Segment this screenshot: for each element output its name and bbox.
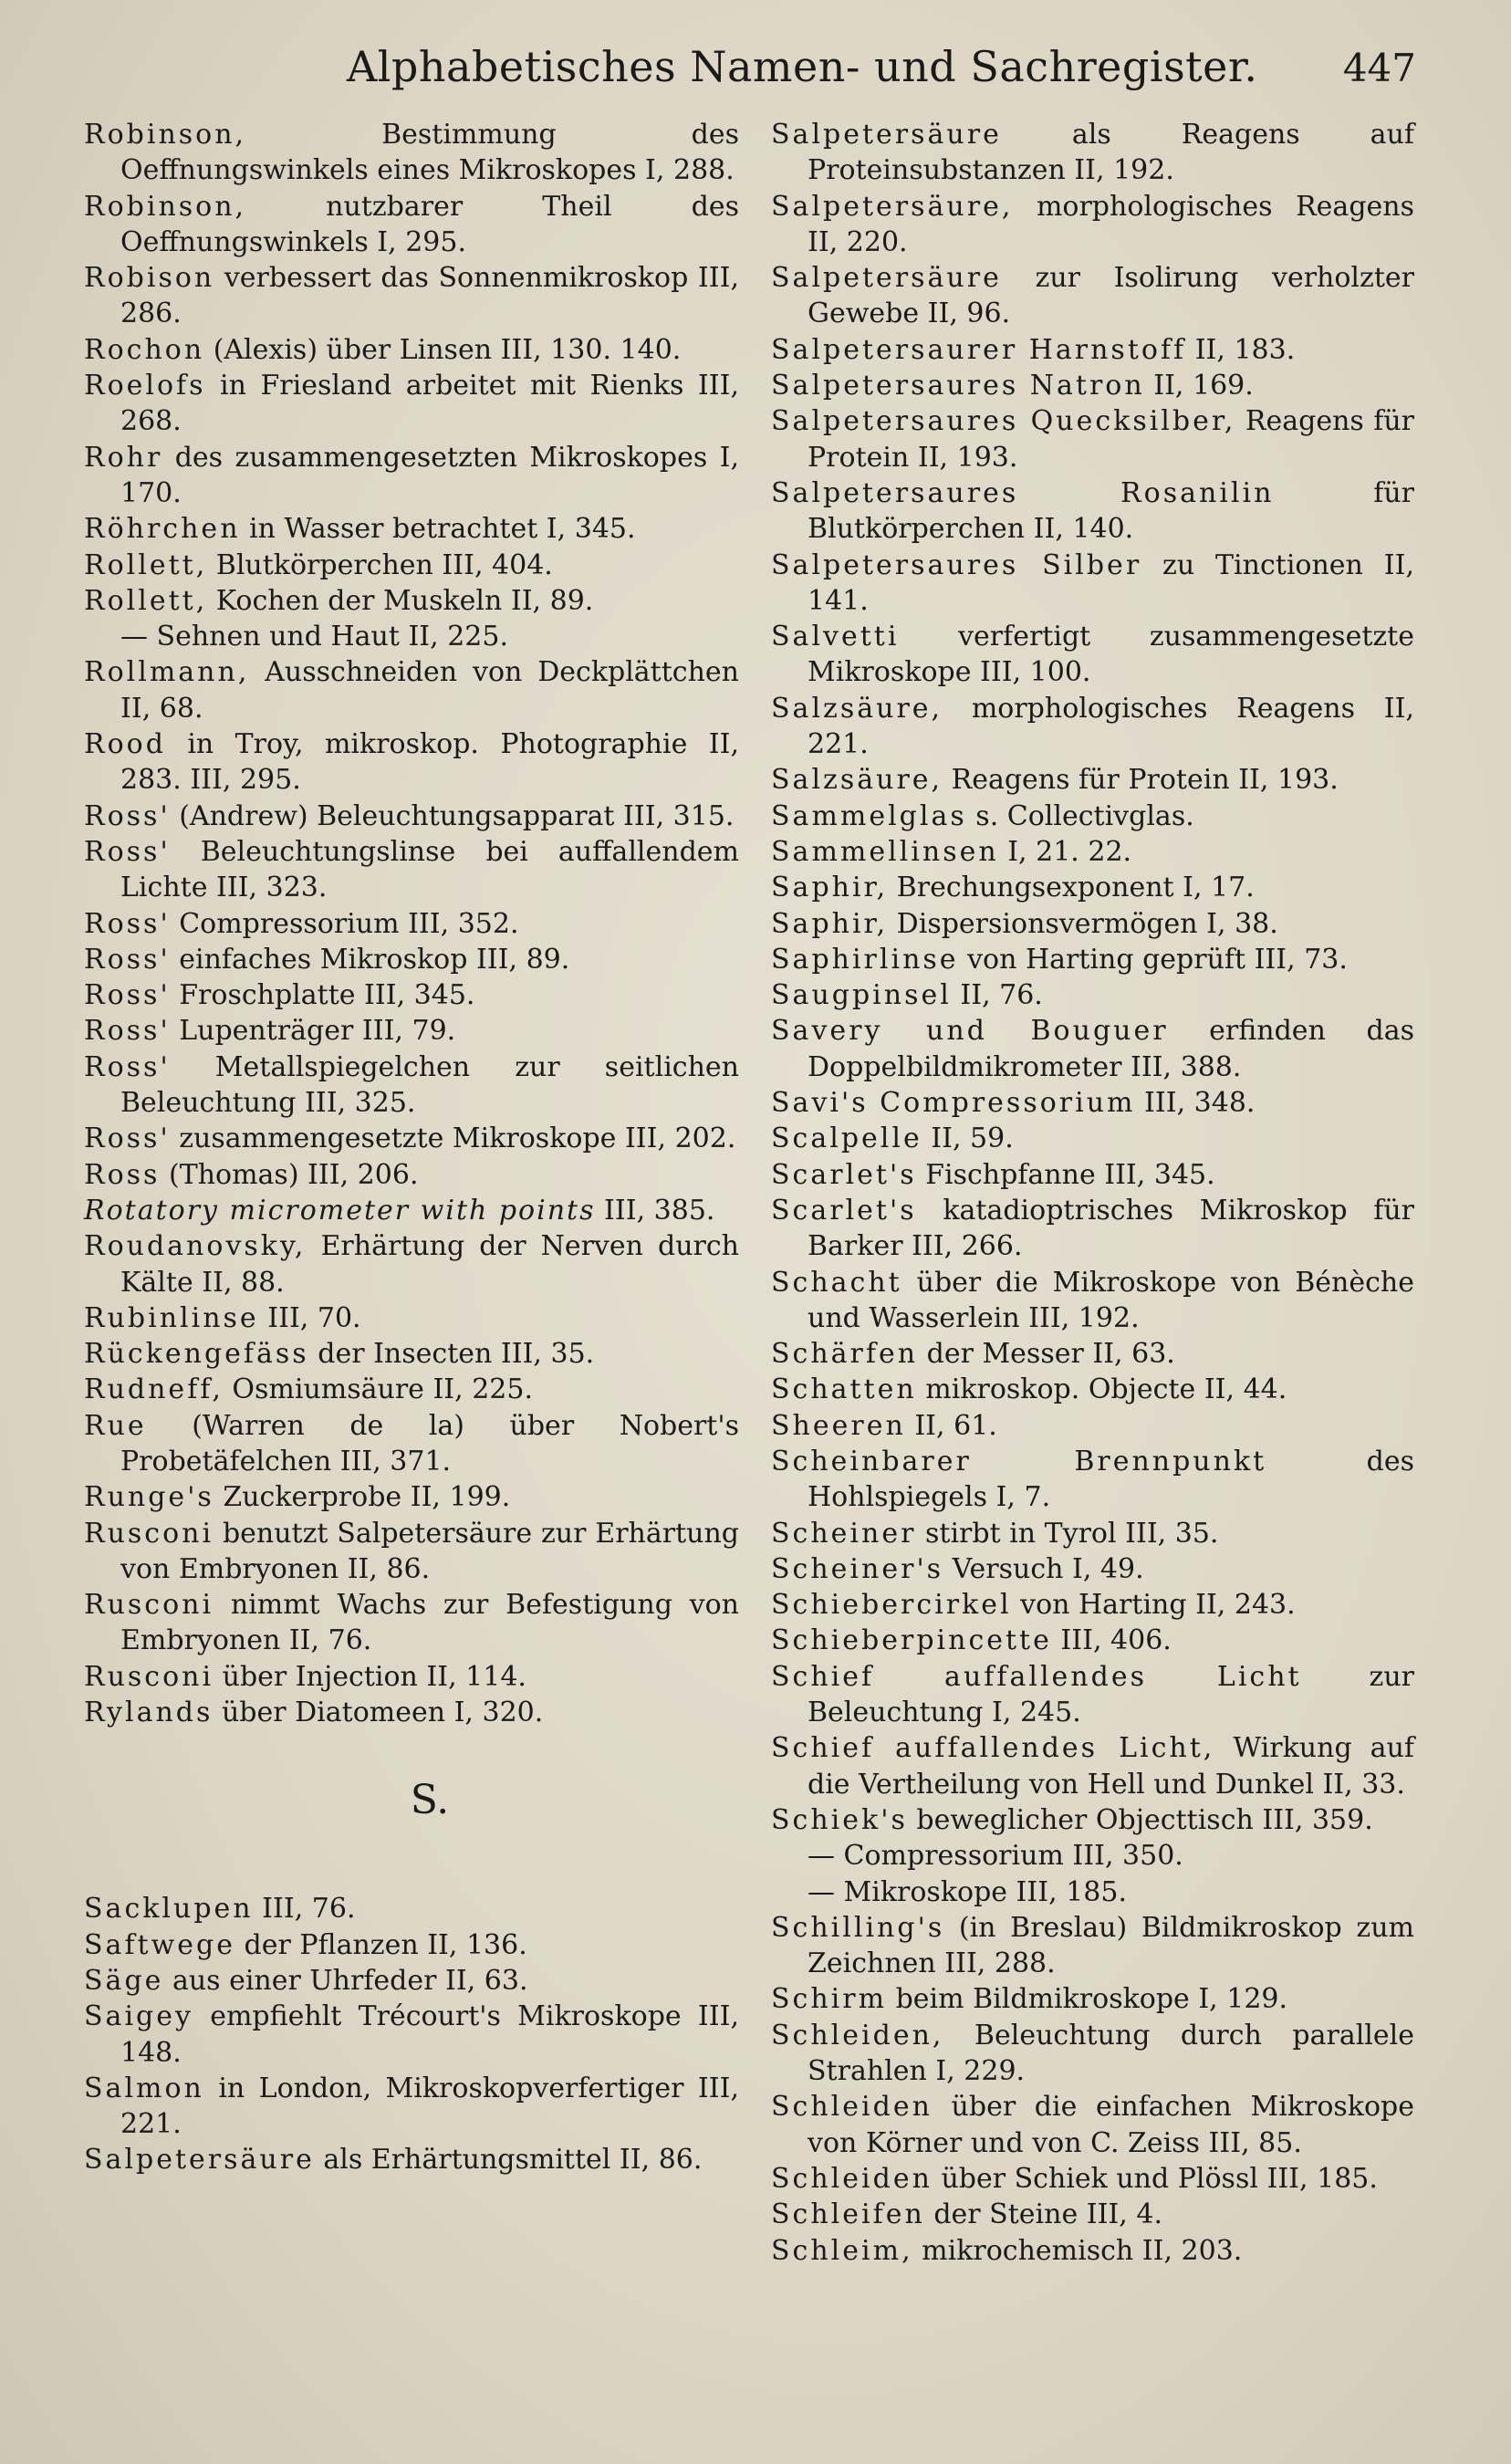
index-reference: (Alexis) über Linsen III, 130. 140. <box>204 333 682 366</box>
index-keyword: Saugpinsel <box>771 979 952 1012</box>
index-reference: des Hohlspiegels I, 7. <box>808 1445 1414 1514</box>
index-entry <box>84 1228 739 1300</box>
index-keyword: Rochon <box>84 333 205 366</box>
running-header <box>347 37 1423 110</box>
index-keyword: Schirm <box>771 1983 888 2016</box>
index-entry <box>84 1049 739 1122</box>
index-keyword: Ross' <box>84 1050 171 1083</box>
index-keyword: Ross' <box>84 799 171 832</box>
index-keyword: Salvetti <box>771 621 900 653</box>
index-reference: in Friesland arbeitet mit Rienks III, 268. <box>120 370 739 438</box>
index-entry <box>771 1085 1414 1121</box>
index-reference: in Wasser betrachtet I, 345. <box>240 513 636 546</box>
index-reference: — Sehnen und Haut II, 225. <box>120 621 509 653</box>
index-reference: — Compressorium III, 350. <box>808 1840 1183 1873</box>
index-reference: — Mikroskope III, 185. <box>808 1875 1127 1908</box>
index-keyword: Ross <box>84 1158 161 1191</box>
index-keyword: Ross' <box>84 835 171 868</box>
index-entry <box>771 189 1414 261</box>
index-entry <box>771 619 1414 691</box>
index-reference: als Erhärtungsmittel II, 86. <box>314 2144 703 2177</box>
index-keyword: Rollett, <box>84 584 208 617</box>
index-entry <box>84 1963 739 1999</box>
index-entry <box>771 475 1414 548</box>
index-entry <box>84 977 739 1013</box>
index-keyword: Scarlet's <box>771 1194 917 1227</box>
index-keyword: Ross' <box>84 943 171 976</box>
index-entry <box>771 870 1414 905</box>
index-keyword: Rückengefäss <box>84 1338 309 1371</box>
index-entry <box>84 2142 739 2177</box>
index-reference: der Pflanzen II, 136. <box>235 1928 527 1961</box>
index-entry <box>84 1013 739 1049</box>
index-entry <box>771 1659 1414 1731</box>
page-title: Alphabetisches Namen- und Sachregister. <box>347 42 1258 91</box>
index-keyword: Säge <box>84 1964 164 1997</box>
index-reference: empfiehlt Trécourt's Mikroskope III, 148. <box>120 2000 739 2069</box>
index-keyword: Rusconi <box>84 1517 214 1550</box>
index-entry <box>84 1157 739 1193</box>
index-keyword: Schleiden, <box>771 2019 944 2052</box>
index-keyword: Scalpelle <box>771 1122 922 1155</box>
index-reference: für Blutkörperchen II, 140. <box>808 476 1414 546</box>
index-entry <box>84 548 739 583</box>
index-keyword: Salpetersäure <box>771 119 1002 151</box>
index-reference: verbessert das Sonnenmikroskop III, 286. <box>120 262 739 330</box>
index-entry <box>771 834 1414 870</box>
index-entry <box>771 1516 1414 1551</box>
index-reference: (Andrew) Beleuchtungsapparat III, 315. <box>170 799 735 832</box>
index-reference: der Insecten III, 35. <box>308 1338 595 1371</box>
index-keyword: Röhrchen <box>84 513 241 546</box>
index-entry <box>771 799 1414 834</box>
index-entry <box>84 1927 739 1963</box>
index-reference: über Diatomeen I, 320. <box>213 1697 544 1729</box>
index-list-s <box>84 1891 739 2177</box>
index-keyword: Schiebercirkel <box>771 1589 1012 1622</box>
index-keyword: Schatten <box>771 1373 917 1406</box>
index-keyword: Salpetersaures Quecksilber, <box>771 405 1236 438</box>
section-letter: S. <box>410 1777 450 1824</box>
index-reference: III, 76. <box>253 1893 356 1926</box>
index-reference: zu Tinctionen II, 141. <box>808 548 1414 617</box>
index-reference: Bestimmung des Oeffnungswinkels eines Mikroskopes I, 288. <box>120 119 739 187</box>
index-reference: morphologisches Reagens II, 220. <box>808 190 1414 258</box>
index-reference: der Messer II, 63. <box>918 1338 1175 1371</box>
index-reference: zur Isolirung verholzter Gewebe II, 96. <box>808 262 1414 330</box>
index-entry <box>771 1910 1414 1982</box>
index-reference: s. Collectivglas. <box>966 799 1194 832</box>
index-keyword: Salpetersaures Natron <box>771 370 1145 402</box>
index-keyword: Schleim, <box>771 2234 913 2267</box>
index-reference: III, 70. <box>258 1301 361 1334</box>
index-entry <box>771 2197 1414 2232</box>
index-keyword: Sammellinsen <box>771 835 999 868</box>
index-reference: morphologisches Reagens II, 221. <box>808 692 1414 761</box>
page-number: 447 <box>1342 46 1416 90</box>
index-entry <box>771 332 1414 368</box>
index-keyword: Saphir, <box>771 872 889 904</box>
index-reference: Froschplatte III, 345. <box>170 979 475 1012</box>
index-keyword: Schleiden <box>771 2162 933 2195</box>
index-entry <box>771 2089 1414 2161</box>
index-keyword: Schief auffallendes Licht, <box>771 1732 1215 1765</box>
index-keyword: Sacklupen <box>84 1893 254 1926</box>
index-list-r <box>84 117 739 1730</box>
index-entry <box>771 260 1414 332</box>
index-reference: über Schiek und Plössl III, 185. <box>932 2162 1378 2195</box>
index-keyword: Savi's Compressorium <box>771 1087 1136 1120</box>
index-entry <box>84 1193 739 1228</box>
index-reference: über Injection II, 114. <box>214 1660 526 1693</box>
index-entry <box>771 1623 1414 1658</box>
index-reference: Brechungsexponent I, 17. <box>888 872 1255 904</box>
index-entry <box>84 583 739 619</box>
index-keyword: Rudneff, <box>84 1373 224 1406</box>
index-keyword: Scarlet's <box>771 1158 917 1191</box>
index-entry <box>771 548 1414 620</box>
index-entry <box>84 1121 739 1156</box>
index-entry <box>771 1802 1414 1838</box>
index-keyword: Saigey <box>84 2000 193 2033</box>
index-entry <box>84 189 739 261</box>
index-reference: aus einer Uhrfeder II, 63. <box>163 1964 528 1997</box>
index-reference: benutzt Salpetersäure zur Erhärtung von Embryonen II, 86. <box>120 1517 739 1585</box>
index-reference: Dispersionsvermögen I, 38. <box>888 907 1278 940</box>
index-keyword: Sammelglas <box>771 799 967 832</box>
index-entry <box>84 117 739 189</box>
index-keyword: Saphir, <box>771 907 889 940</box>
index-entry <box>771 1372 1414 1407</box>
index-reference: Kochen der Muskeln II, 89. <box>207 584 594 617</box>
index-keyword: Salzsäure, <box>771 764 943 797</box>
index-reference: Lupenträger III, 79. <box>170 1015 456 1048</box>
index-reference: Beleuchtung durch parallele Strahlen I, 229. <box>808 2019 1414 2088</box>
index-keyword: Scheinbarer Brennpunkt <box>771 1445 1267 1477</box>
index-entry <box>771 2018 1414 2090</box>
index-entry <box>84 1587 739 1659</box>
index-keyword: Robison <box>84 262 215 295</box>
index-reference: III, 406. <box>1051 1624 1172 1657</box>
index-entry <box>84 799 739 834</box>
index-reference: III, 385. <box>595 1194 715 1227</box>
index-reference: erfinden das Doppelbildmikrometer III, 388. <box>808 1015 1414 1083</box>
index-reference: als Reagens auf Proteinsubstanzen II, 192. <box>808 119 1414 187</box>
index-reference: Versuch I, 49. <box>943 1552 1144 1585</box>
index-reference: II, 76. <box>951 979 1043 1012</box>
index-keyword: Salzsäure, <box>771 692 943 725</box>
index-entry <box>84 368 739 440</box>
index-entry <box>771 977 1414 1013</box>
index-entry <box>771 1013 1414 1085</box>
index-reference: Zuckerprobe II, 199. <box>214 1481 511 1514</box>
index-keyword: Runge's <box>84 1481 214 1514</box>
index-keyword: Roudanovsky, <box>84 1230 307 1263</box>
index-entry <box>771 1408 1414 1444</box>
index-entry <box>771 906 1414 942</box>
index-entry <box>84 1300 739 1336</box>
index-reference: Osmiumsäure II, 225. <box>223 1373 534 1406</box>
index-entry <box>84 511 739 547</box>
index-reference: einfaches Mikroskop III, 89. <box>170 943 570 976</box>
index-keyword: Salmon <box>84 2072 204 2104</box>
index-keyword: Salpetersaurer Harnstoff <box>771 333 1187 366</box>
index-entry <box>771 1981 1414 2017</box>
index-entry <box>771 942 1414 977</box>
index-keyword: Salpetersaures Rosanilin <box>771 476 1275 509</box>
index-keyword: Schiek's <box>771 1803 908 1836</box>
index-reference: in Troy, mikroskop. Photographie II, 283. III, 295. <box>120 728 739 797</box>
index-reference: mikrochemisch II, 203. <box>912 2234 1243 2267</box>
index-keyword: Rohr <box>84 441 163 474</box>
index-reference: stirbt in Tyrol III, 35. <box>916 1517 1219 1550</box>
index-reference: Fischpfanne III, 345. <box>916 1158 1215 1191</box>
index-keyword: Savery und Bouguer <box>771 1015 1169 1048</box>
index-entry <box>771 368 1414 403</box>
index-entry <box>771 1587 1414 1623</box>
index-entry <box>84 1516 739 1588</box>
index-reference: Blutkörperchen III, 404. <box>207 548 553 581</box>
index-reference: (in Breslau) Bildmikroskop zum Zeichnen III, 288. <box>808 1911 1414 1980</box>
index-entry <box>84 654 739 726</box>
index-keyword: Saftwege <box>84 1928 235 1961</box>
index-entry <box>771 1838 1414 1874</box>
index-keyword: Schärfen <box>771 1338 919 1371</box>
index-keyword: Scheiner <box>771 1517 917 1550</box>
index-entry <box>771 1157 1414 1193</box>
left-column <box>84 117 739 2178</box>
index-keyword: Roelofs <box>84 370 206 402</box>
index-entry <box>84 260 739 332</box>
index-reference: (Thomas) III, 206. <box>160 1158 419 1191</box>
index-reference: der Steine III, 4. <box>924 2198 1162 2231</box>
index-keyword: Rusconi <box>84 1589 214 1622</box>
index-entry <box>84 1891 739 1926</box>
index-keyword: Sheeren <box>771 1409 906 1442</box>
index-entry <box>84 1336 739 1372</box>
index-entry <box>84 942 739 977</box>
index-entry <box>84 1659 739 1695</box>
index-reference: nutzbarer Theil des Oeffnungswinkels I, 295. <box>120 190 739 258</box>
index-keyword: Salpetersäure, <box>771 190 1014 223</box>
index-entry <box>771 1265 1414 1337</box>
index-keyword: Rusconi <box>84 1660 214 1693</box>
index-reference: I, 21. 22. <box>998 835 1132 868</box>
index-reference: Compressorium III, 352. <box>170 907 519 940</box>
index-reference: über die einfachen Mikroskope von Körner und von C. Zeiss III, 85. <box>808 2091 1414 2159</box>
index-keyword: Salpetersäure <box>771 262 1002 295</box>
index-reference: verfertigt zusammengesetzte Mikroskope III, 100. <box>808 621 1414 689</box>
index-entry <box>771 1874 1414 1910</box>
index-entry <box>771 117 1414 189</box>
index-reference: katadioptrisches Mikroskop für Barker III, 266. <box>808 1194 1414 1263</box>
index-entry <box>84 906 739 942</box>
index-reference: in London, Mikroskopverfertiger III, 221. <box>120 2072 739 2141</box>
index-entry <box>84 2071 739 2143</box>
index-entry <box>771 1551 1414 1587</box>
index-reference: von Harting II, 243. <box>1011 1589 1296 1622</box>
index-reference: des zusammengesetzten Mikroskopes I, 170. <box>120 441 739 509</box>
index-entry <box>84 1372 739 1407</box>
index-reference: beim Bildmikroskope I, 129. <box>887 1983 1288 2016</box>
index-entry <box>771 762 1414 798</box>
index-entry <box>771 2233 1414 2269</box>
index-keyword: Schilling's <box>771 1911 945 1944</box>
index-reference: Wirkung auf die Vertheilung von Hell und Dunkel II, 33. <box>808 1732 1414 1801</box>
index-reference: nimmt Wachs zur Befestigung von Embryonen II, 76. <box>120 1589 739 1657</box>
index-keyword: Scheiner's <box>771 1552 944 1585</box>
index-reference: über die Mikroskope von Bénèche und Wasserlein III, 192. <box>808 1266 1414 1334</box>
index-keyword: Robinson, <box>84 119 247 151</box>
index-keyword: Salpetersaures Silber <box>771 548 1142 581</box>
index-reference: Beleuchtungslinse bei auffallendem Lichte III, 323. <box>120 835 739 904</box>
index-reference: mikroskop. Objecte II, 44. <box>916 1373 1287 1406</box>
index-keyword: Rollett, <box>84 548 208 581</box>
index-reference: Reagens für Protein II, 193. <box>943 764 1339 797</box>
index-reference: Reagens für Protein II, 193. <box>808 405 1414 474</box>
index-reference: III, 348. <box>1135 1087 1256 1120</box>
index-reference: zur Beleuchtung I, 245. <box>808 1660 1414 1729</box>
index-reference: II, 183. <box>1186 333 1296 366</box>
right-column <box>771 117 1414 2269</box>
index-entry <box>84 440 739 512</box>
index-entry <box>771 1444 1414 1516</box>
index-entry <box>84 834 739 906</box>
index-entry <box>771 1336 1414 1372</box>
index-reference: Erhärtung der Nerven durch Kälte II, 88. <box>120 1230 739 1299</box>
index-reference: II, 59. <box>922 1122 1014 1155</box>
index-keyword: Rubinlinse <box>84 1301 259 1334</box>
index-keyword: Salpetersäure <box>84 2144 315 2177</box>
index-keyword: Schacht <box>771 1266 902 1299</box>
index-reference: Ausschneiden von Deckplättchen II, 68. <box>120 656 739 725</box>
index-entry <box>84 726 739 799</box>
index-keyword: Saphirlinse <box>771 943 959 976</box>
index-entry <box>84 1408 739 1480</box>
index-keyword: Rylands <box>84 1697 214 1729</box>
index-reference: beweglicher Objecttisch III, 359. <box>907 1803 1373 1836</box>
index-keyword: Rue <box>84 1409 147 1442</box>
index-keyword: Schieberpincette <box>771 1624 1052 1657</box>
index-keyword: Ross' <box>84 1015 171 1048</box>
index-reference: II, 61. <box>905 1409 997 1442</box>
index-reference: zusammengesetzte Mikroskope III, 202. <box>170 1122 736 1155</box>
index-reference: von Harting geprüft III, 73. <box>958 943 1348 976</box>
index-keyword: Robinson, <box>84 190 247 223</box>
index-keyword: Rotatory micrometer with points <box>84 1194 596 1227</box>
index-entry <box>771 2161 1414 2197</box>
index-entry <box>771 403 1414 475</box>
index-keyword: Schief auffallendes Licht <box>771 1660 1302 1693</box>
index-entry <box>771 691 1414 763</box>
index-keyword: Schleifen <box>771 2198 925 2231</box>
index-entry <box>84 619 739 654</box>
index-entry <box>84 332 739 368</box>
index-entry <box>771 1730 1414 1802</box>
index-entry <box>771 1193 1414 1265</box>
index-reference: II, 169. <box>1144 370 1254 402</box>
index-keyword: Ross' <box>84 907 171 940</box>
index-keyword: Rood <box>84 728 166 761</box>
index-keyword: Rollmann, <box>84 656 250 689</box>
index-entry <box>771 1121 1414 1156</box>
index-entry <box>84 1695 739 1730</box>
index-keyword: Ross' <box>84 979 171 1012</box>
index-keyword: Schleiden <box>771 2091 933 2124</box>
index-list-s-continued <box>771 117 1414 2269</box>
index-reference: Metallspiegelchen zur seitlichen Beleuchtung III, 325. <box>120 1050 739 1120</box>
index-entry <box>84 1479 739 1515</box>
index-reference: (Warren de la) über Nobert's Probetäfelchen III, 371. <box>120 1409 739 1477</box>
index-keyword: Ross' <box>84 1122 171 1155</box>
index-entry <box>84 1999 739 2071</box>
